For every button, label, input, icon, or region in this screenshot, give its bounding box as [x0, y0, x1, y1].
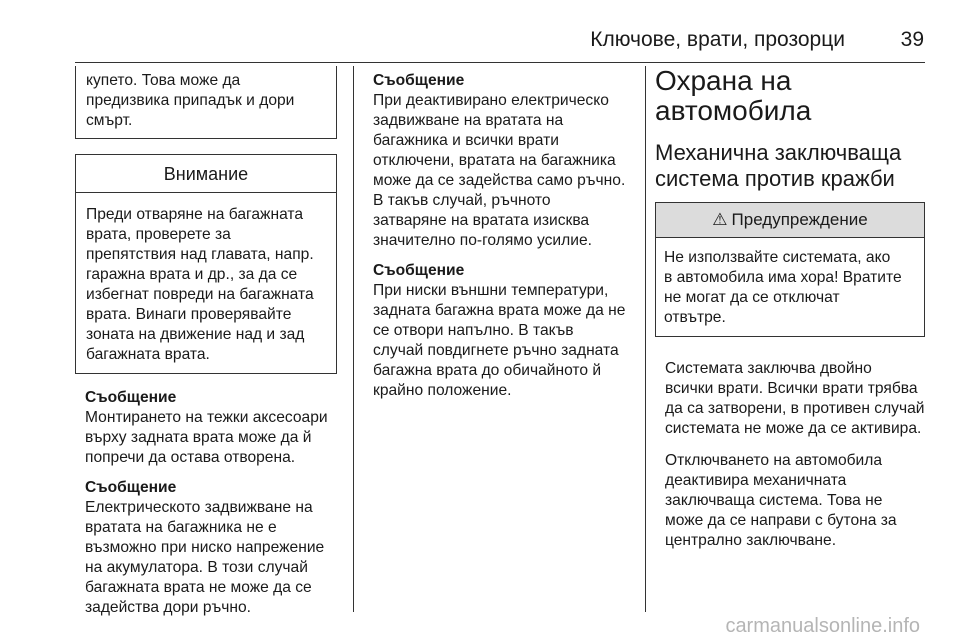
- note-heading: Съобщение: [373, 262, 465, 279]
- column-left: [75, 66, 337, 618]
- column-right: [655, 66, 925, 551]
- column-middle: [373, 66, 635, 401]
- text-line: крайно положение.: [373, 382, 512, 399]
- warning-title-bar: [656, 203, 924, 238]
- note-block: [75, 388, 337, 468]
- text-line: възможно при ниско напрежение: [85, 539, 325, 556]
- caution-title: Внимание: [76, 155, 336, 193]
- text-line: задейства дори ръчно.: [85, 599, 252, 616]
- text-line: избегнат повреди на багажната: [86, 286, 314, 303]
- text-line: върху задната врата може да й: [85, 429, 312, 446]
- warning-title: Предупреждение: [731, 210, 868, 229]
- note-heading: Съобщение: [85, 479, 177, 496]
- text-line: врата, проверете за: [86, 226, 231, 243]
- text-line: централно заключване.: [665, 532, 837, 549]
- section-heading: [655, 66, 925, 126]
- text-line: Системата заключва двойно: [665, 360, 872, 377]
- page-number: 39: [900, 28, 924, 51]
- heading-line: Механична заключваща: [655, 140, 902, 165]
- note-block: [373, 261, 635, 401]
- text-line: всички врати. Всички врати трябва: [665, 380, 918, 397]
- text-line: в автомобила има хора! Вратите: [664, 269, 902, 286]
- text-line: системата не може да се активира.: [665, 420, 922, 437]
- caution-body: [76, 193, 336, 373]
- text-line: смърт.: [86, 112, 133, 129]
- note-block: [75, 478, 337, 618]
- text-line: може да се задейства само ръчно.: [373, 172, 626, 189]
- text-line: багажна врата до обичайното й: [373, 362, 602, 379]
- text-line: задната багажна врата може да не: [373, 302, 626, 319]
- text-line: предизвика припадък и дори: [86, 92, 295, 109]
- text-line: Отключването на автомобила: [665, 452, 883, 469]
- text-line: заключваща система. Това не: [665, 492, 883, 509]
- text-line: значително по-голямо усилие.: [373, 232, 592, 249]
- section-title: Ключове, врати, прозорци: [590, 28, 845, 51]
- text-line: При деактивирано електрическо: [373, 92, 609, 109]
- column-divider: [645, 66, 646, 612]
- body-paragraph: [655, 359, 925, 439]
- text-line: багажната врата.: [86, 346, 210, 363]
- text-line: отвътре.: [664, 309, 726, 326]
- text-line: зоната на движение над и зад: [86, 326, 305, 343]
- text-line: В такъв случай, ръчното: [373, 192, 551, 209]
- text-line: не могат да се отключат: [664, 289, 840, 306]
- text-line: на акумулатора. В този случай: [85, 559, 308, 576]
- text-line: купето. Това може да: [86, 72, 241, 89]
- text-line: гаражна врата и др., за да се: [86, 266, 298, 283]
- heading-line: автомобила: [655, 95, 812, 126]
- note-heading: Съобщение: [85, 389, 177, 406]
- caution-box: [75, 154, 337, 374]
- body-paragraph: [655, 451, 925, 551]
- text-line: Преди отваряне на багажната: [86, 206, 304, 223]
- text-line: При ниски външни температури,: [373, 282, 609, 299]
- heading-line: Охрана на: [655, 65, 792, 96]
- text-line: врата. Винаги проверявайте: [86, 306, 292, 323]
- text-line: Монтирането на тежки аксесоари: [85, 409, 328, 426]
- text-line: отключени, вратата на багажника: [373, 152, 616, 169]
- text-line: затваряне на вратата изисква: [373, 212, 590, 229]
- text-line: задвижване на вратата на: [373, 112, 564, 129]
- heading-line: система против кражби: [655, 166, 895, 191]
- text-line: да са затворени, в противен случай: [665, 400, 925, 417]
- subsection-heading: [655, 140, 925, 192]
- text-line: Не използвайте системата, ако: [664, 249, 891, 266]
- warning-body: [656, 238, 924, 336]
- text-line: Електрическото задвижване на: [85, 499, 313, 516]
- text-line: попречи да остава отворена.: [85, 449, 296, 466]
- text-line: случай повдигнете ръчно задната: [373, 342, 619, 359]
- warning-triangle-icon: ⚠: [712, 210, 728, 229]
- note-heading: Съобщение: [373, 72, 465, 89]
- watermark: carmanualsonline.info: [725, 615, 920, 637]
- page-header: [0, 28, 960, 52]
- text-line: може да се направи с бутона за: [665, 512, 897, 529]
- note-block: [373, 71, 635, 251]
- column-divider: [353, 66, 354, 612]
- text-line: се отвори напълно. В такъв: [373, 322, 574, 339]
- text-line: деактивира механичната: [665, 472, 847, 489]
- header-rule: [75, 62, 925, 63]
- text-line: препятствия над главата, напр.: [86, 246, 314, 263]
- text-line: багажната врата не може да се: [85, 579, 312, 596]
- text-line: вратата на багажника не е: [85, 519, 277, 536]
- intro-box: [75, 66, 337, 139]
- text-line: багажника и всички врати: [373, 132, 559, 149]
- warning-box: [655, 202, 925, 337]
